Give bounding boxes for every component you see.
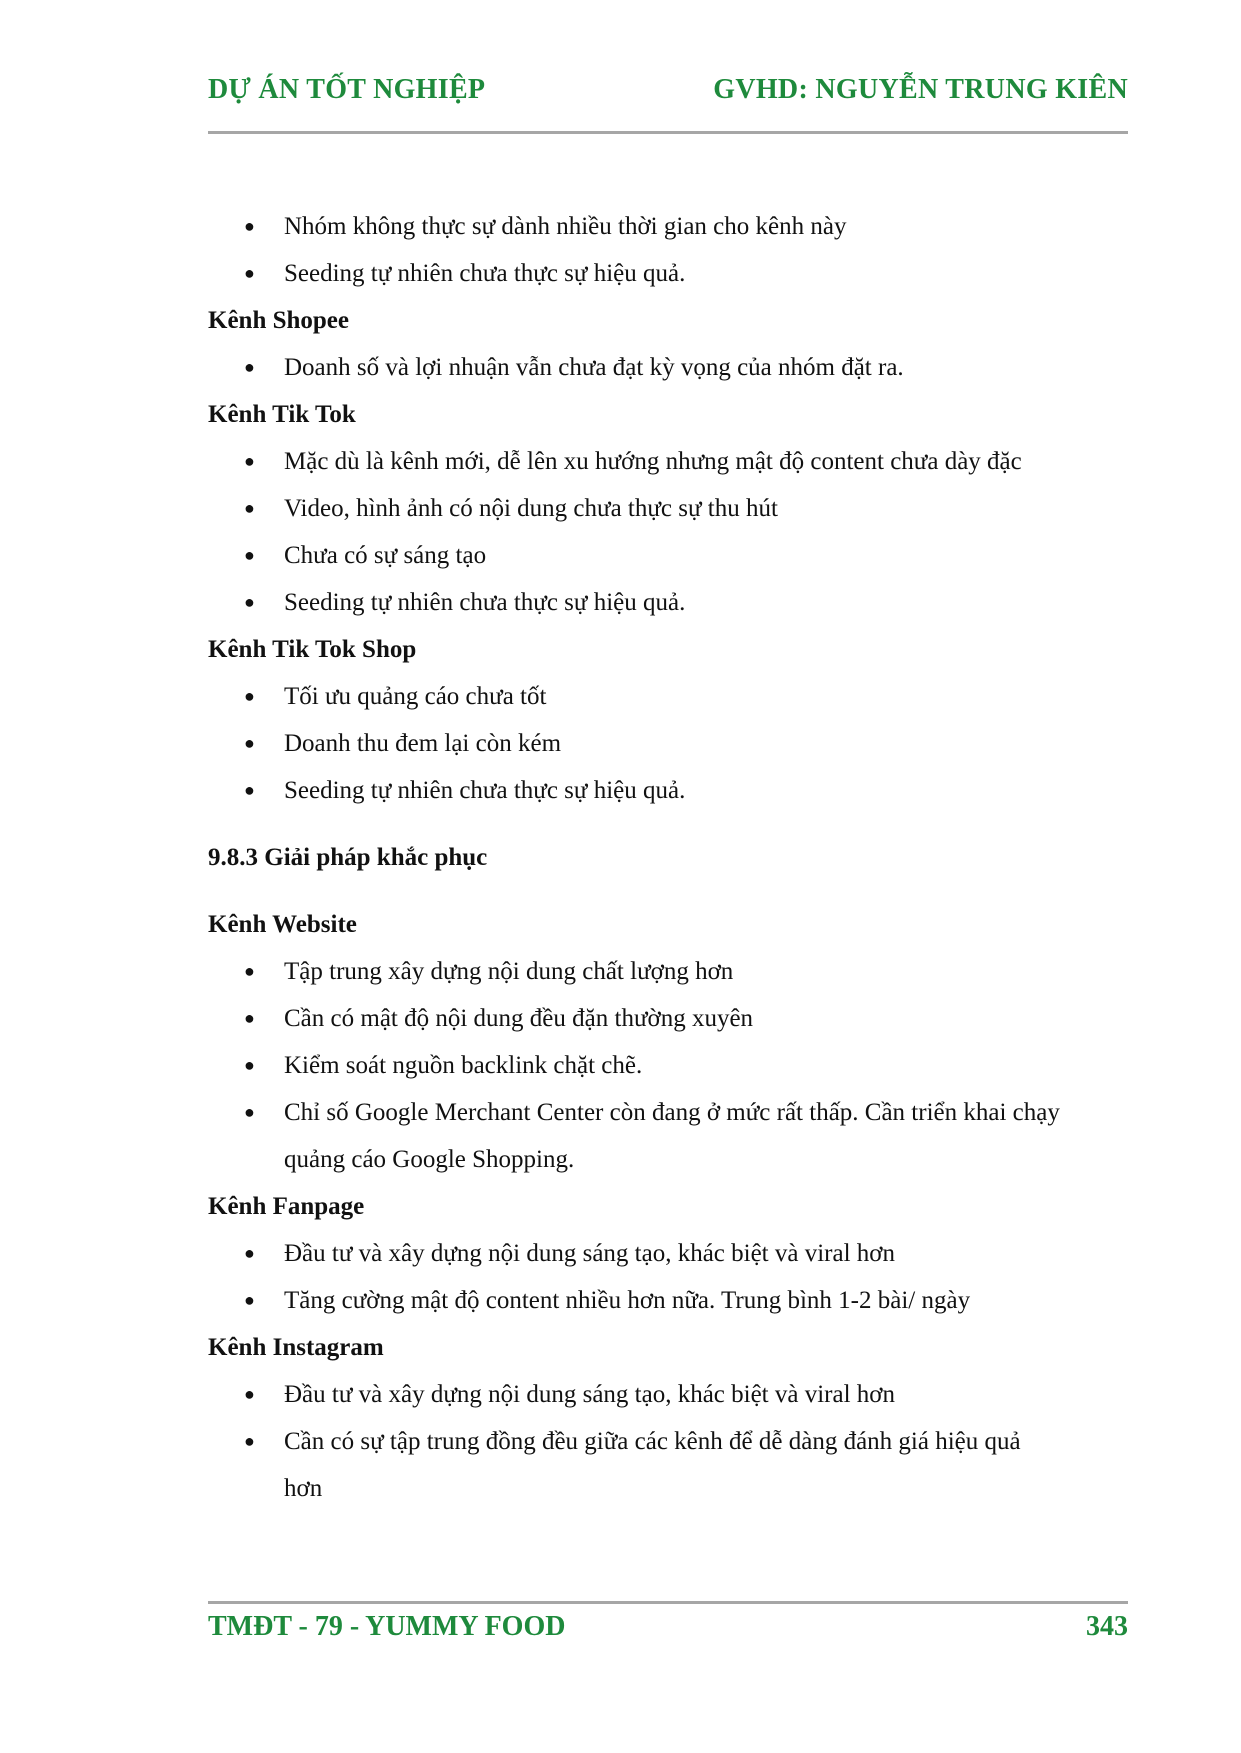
heading-tiktok-shop: Kênh Tik Tok Shop: [208, 636, 417, 663]
list-item: ● Seeding tự nhiên chưa thực sự hiệu quả.: [208, 579, 1128, 626]
header-divider: [208, 131, 1128, 134]
bullet-icon: ●: [244, 1055, 255, 1075]
list-item: ● Video, hình ảnh có nội dung chưa thực sự thu hút: [208, 485, 1128, 532]
bullet-icon: ●: [244, 216, 255, 236]
bullet-icon: ●: [244, 1102, 255, 1122]
footer-divider: [208, 1601, 1128, 1604]
bullet-icon: ●: [244, 545, 255, 565]
list-item: ● Chỉ số Google Merchant Center còn đang ở mức rất thấp. Cần triển khai chạy: [208, 1089, 1128, 1136]
bullet-icon: ●: [244, 686, 255, 706]
list-item: ● Nhóm không thực sự dành nhiều thời gian cho kênh này: [208, 203, 1128, 250]
list-item: ● Doanh thu đem lại còn kém: [208, 720, 1128, 767]
bullet-icon: ●: [244, 592, 255, 612]
bullet-icon: ●: [244, 961, 255, 981]
bullet-icon: ●: [244, 1431, 255, 1451]
list-item: ● Doanh số và lợi nhuận vẫn chưa đạt kỳ vọng của nhóm đặt ra.: [208, 344, 1128, 391]
list-item: ● Chưa có sự sáng tạo: [208, 532, 1128, 579]
heading-shopee: Kênh Shopee: [208, 307, 350, 334]
list-item: ● Cần có sự tập trung đồng đều giữa các kênh để dễ dàng đánh giá hiệu quả: [208, 1418, 1128, 1465]
bullet-icon: ●: [244, 1384, 255, 1404]
section-heading: 9.8.3 Giải pháp khắc phục: [208, 844, 488, 871]
bullet-icon: ●: [244, 733, 255, 753]
list-item: ● Tập trung xây dựng nội dung chất lượng hơn: [208, 948, 1128, 995]
heading-fanpage: Kênh Fanpage: [208, 1193, 365, 1220]
page-number: 343: [1086, 1611, 1128, 1642]
heading-website: Kênh Website: [208, 911, 357, 938]
bullet-icon: ●: [244, 498, 255, 518]
list-item: ● Seeding tự nhiên chưa thực sự hiệu quả.: [208, 250, 1128, 297]
list-item: ● Tối ưu quảng cáo chưa tốt: [208, 673, 1128, 720]
page-header: [208, 74, 1128, 114]
list-item: ● Đầu tư và xây dựng nội dung sáng tạo, khác biệt và viral hơn: [208, 1230, 1128, 1277]
list-item: ● Đầu tư và xây dựng nội dung sáng tạo, khác biệt và viral hơn: [208, 1371, 1128, 1418]
list-item: ● Mặc dù là kênh mới, dễ lên xu hướng nhưng mật độ content chưa dày đặc: [208, 438, 1128, 485]
bullet-icon: ●: [244, 1243, 255, 1263]
heading-tiktok: Kênh Tik Tok: [208, 401, 356, 428]
bullet-icon: ●: [244, 451, 255, 471]
bullet-icon: ●: [244, 1290, 255, 1310]
footer-team-label: TMĐT - 79 - YUMMY FOOD: [208, 1611, 566, 1642]
list-item-continuation: quảng cáo Google Shopping.: [284, 1146, 575, 1173]
list-item: ● Cần có mật độ nội dung đều đặn thường xuyên: [208, 995, 1128, 1042]
list-item: ● Kiểm soát nguồn backlink chặt chẽ.: [208, 1042, 1128, 1089]
list-item-continuation: hơn: [284, 1475, 323, 1502]
bullet-icon: ●: [244, 263, 255, 283]
page-footer: [208, 1611, 1128, 1651]
bullet-icon: ●: [244, 1008, 255, 1028]
header-advisor: GVHD: NGUYỄN TRUNG KIÊN: [713, 74, 1128, 105]
bullet-icon: ●: [244, 357, 255, 377]
heading-instagram: Kênh Instagram: [208, 1334, 384, 1361]
list-item: ● Seeding tự nhiên chưa thực sự hiệu quả.: [208, 767, 1128, 814]
header-project-title: DỰ ÁN TỐT NGHIỆP: [208, 74, 486, 105]
list-item: ● Tăng cường mật độ content nhiều hơn nữa. Trung bình 1-2 bài/ ngày: [208, 1277, 1128, 1324]
page-body: [208, 203, 1128, 1512]
bullet-icon: ●: [244, 780, 255, 800]
